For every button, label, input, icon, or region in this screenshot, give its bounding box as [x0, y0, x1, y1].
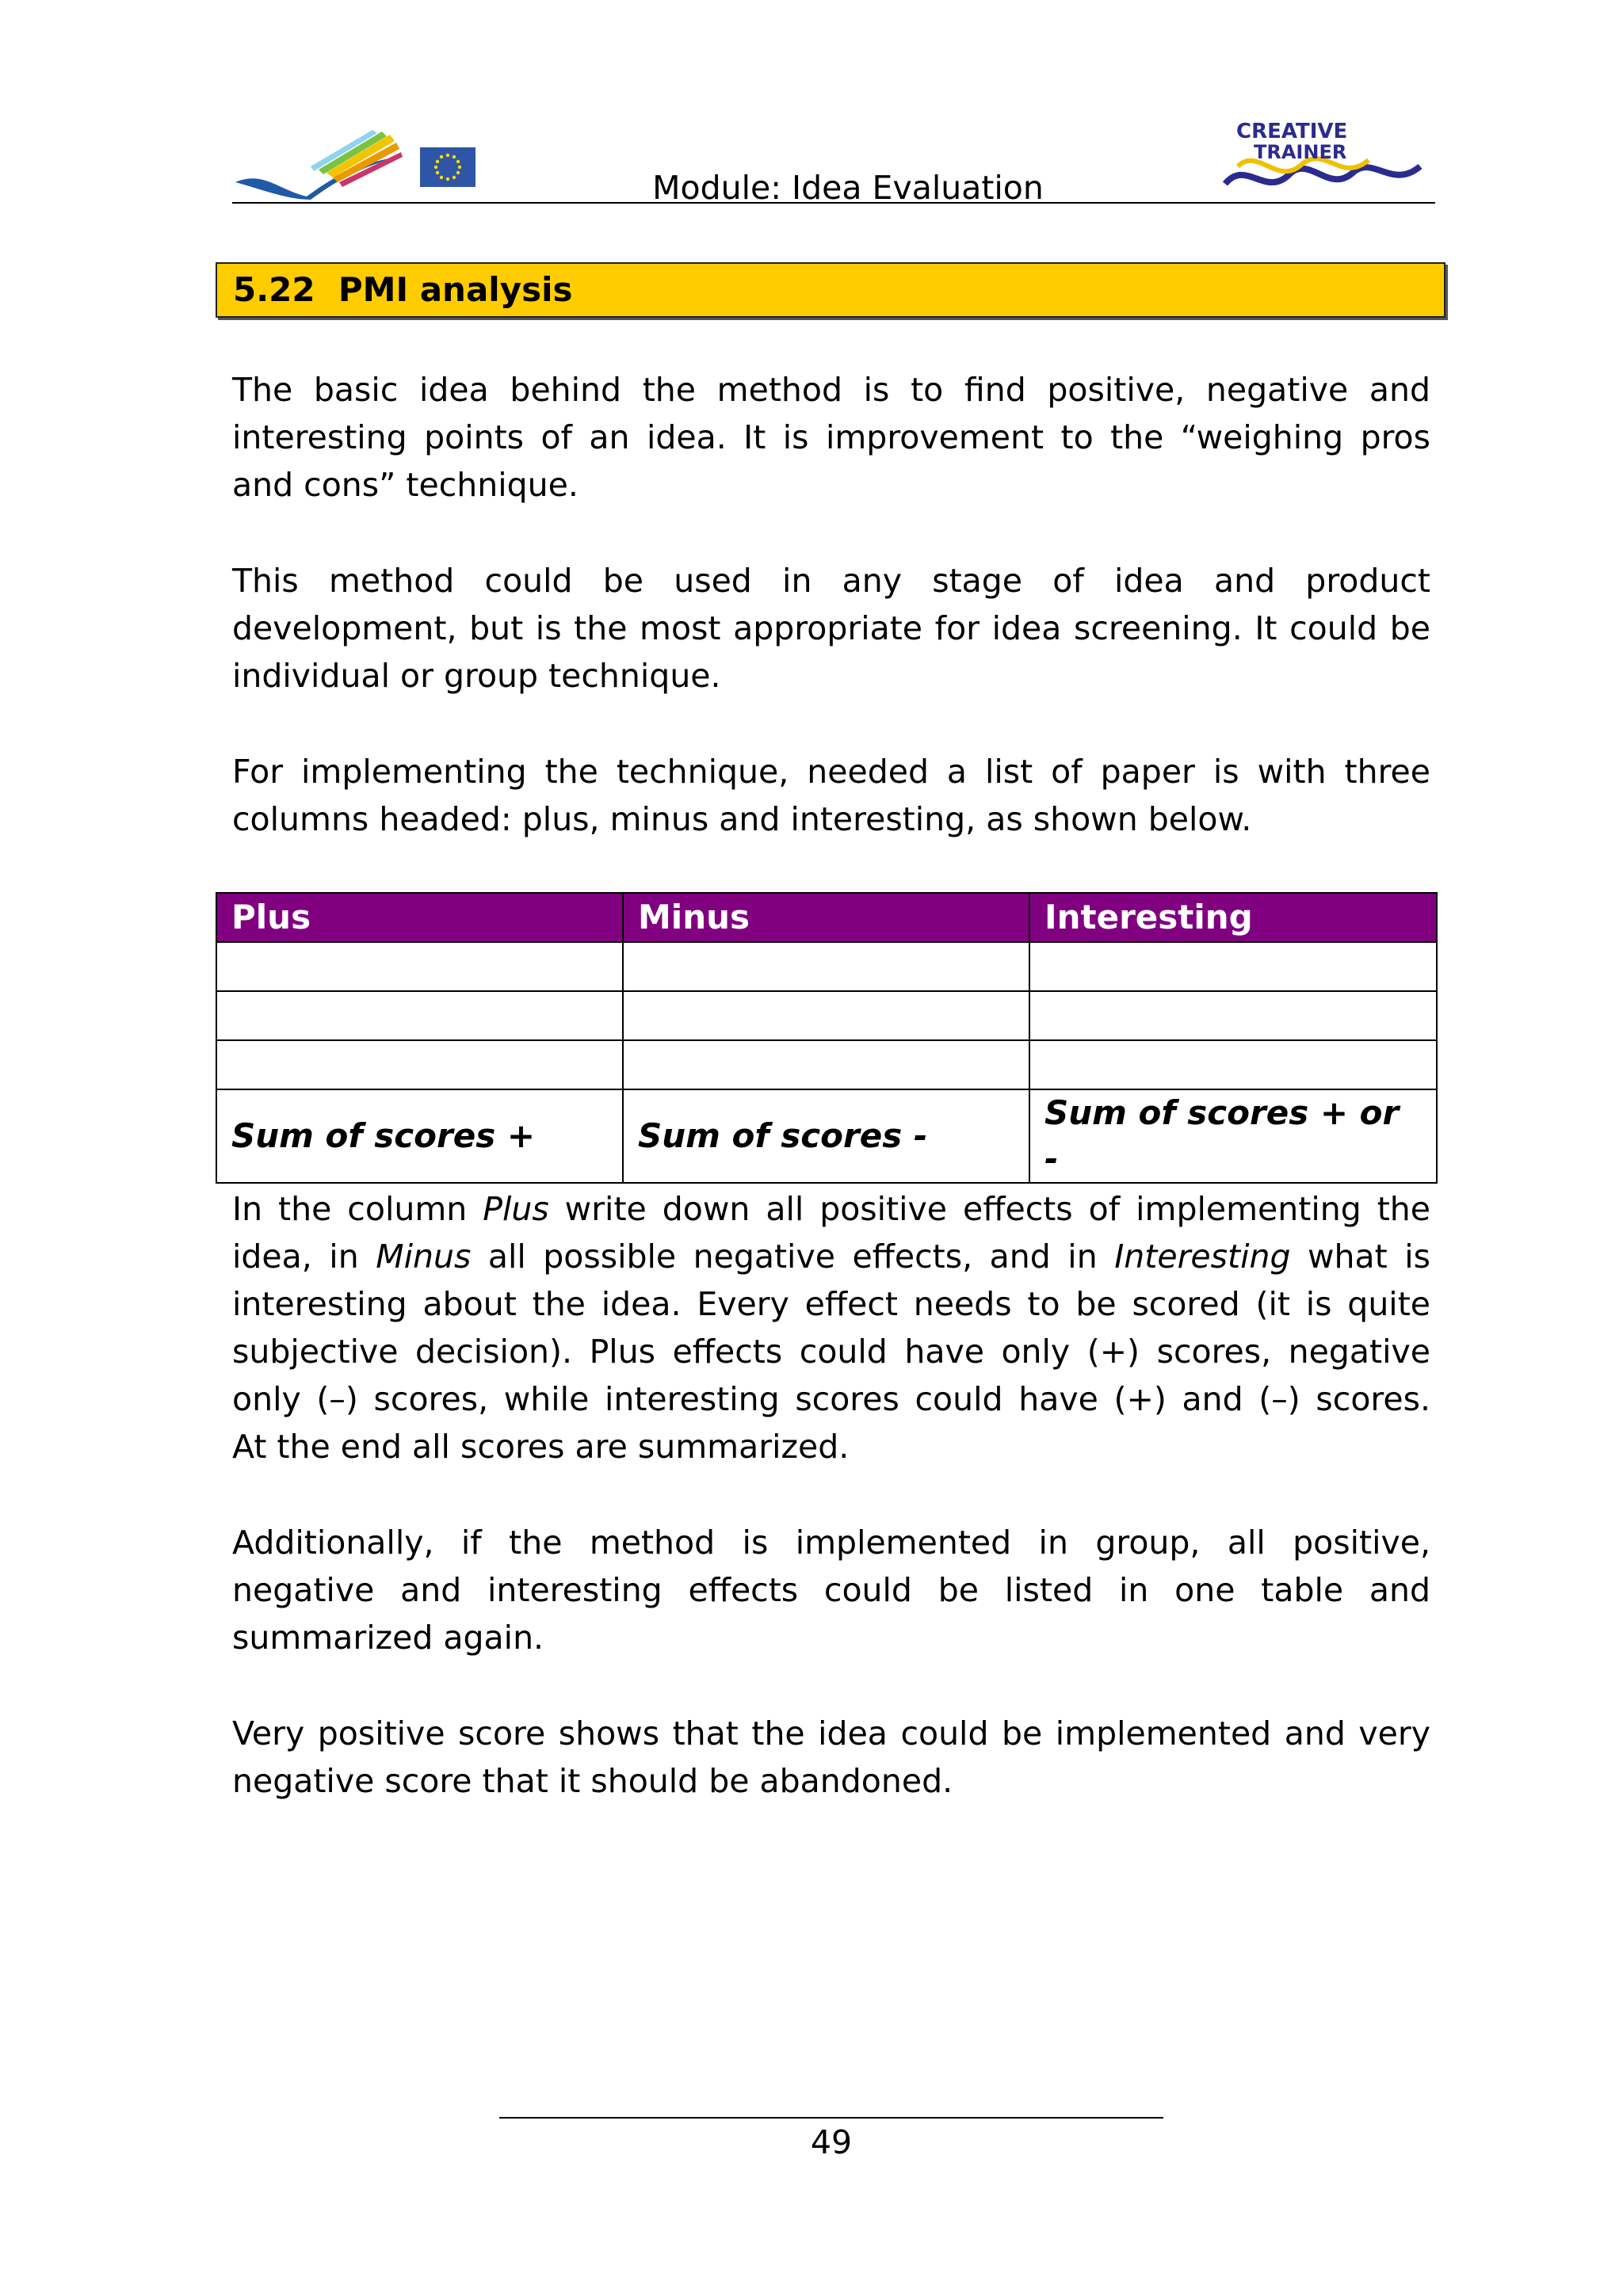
header-divider	[232, 202, 1435, 204]
table-row	[216, 1040, 1437, 1089]
table-row	[216, 942, 1437, 991]
logo-text-creative: CREATIVE	[1236, 120, 1348, 143]
eu-flag-icon	[420, 147, 475, 187]
sum-cell-minus: Sum of scores -	[623, 1089, 1029, 1183]
paragraph-intro: The basic idea behind the method is to find positive, negative and interesting points of an idea. It is improvement to the “weighing pros and cons” technique.	[232, 371, 1430, 504]
table-cell	[216, 942, 623, 991]
paragraph-group: Additionally, if the method is implemented in group, all positive, negative and interesting effects could be listed in one table and summarized again.	[232, 1524, 1430, 1657]
sum-cell-plus: Sum of scores +	[216, 1089, 623, 1183]
table-cell	[623, 942, 1029, 991]
section-heading-text	[233, 264, 572, 316]
table-row	[216, 991, 1437, 1040]
footer-divider	[499, 2117, 1163, 2119]
lifelong-learning-logo	[231, 127, 406, 203]
sum-cell-interesting: Sum of scores + or -	[1029, 1089, 1437, 1183]
term-interesting: Interesting	[1114, 1238, 1291, 1276]
paragraph-usage: This method could be used in any stage of idea and product development, but is the most appropriate for idea screening. It could be individual or group technique.	[232, 562, 1430, 695]
pmi-table	[216, 892, 1438, 1184]
table-cell	[216, 1040, 623, 1089]
paragraph-implementation: For implementing the technique, needed a list of paper is with three columns headed: plus, minus and interesting, as shown below.	[232, 753, 1430, 838]
column-header-plus: Plus	[216, 893, 623, 942]
column-header-interesting: Interesting	[1029, 893, 1437, 942]
table-cell	[216, 991, 623, 1040]
section-number: 5.22	[233, 270, 315, 309]
logo-text-trainer: TRAINER	[1254, 141, 1347, 163]
table-cell	[623, 1040, 1029, 1089]
table-cell	[1029, 942, 1437, 991]
table-header-row	[216, 893, 1437, 942]
creative-trainer-logo	[1222, 111, 1428, 200]
table-cell	[1029, 1040, 1437, 1089]
section-heading	[216, 262, 1445, 318]
paragraph-column-explanation: In the column Plus write down all positive effects of implementing the idea, in Minus all possible negative effects, and in Interesting what is interesting about the idea. Every effect needs to be scored (it is quite subjective decision). Plus effects could have only (+) scores, negative only (–) scores, while interesting scores could have (+) and (–) scores. At the end all scores are summarized.	[232, 1190, 1430, 1466]
module-title: Module: Idea Evaluation	[652, 169, 1044, 207]
table-cell	[623, 991, 1029, 1040]
section-title: PMI analysis	[338, 270, 573, 309]
term-minus: Minus	[376, 1238, 472, 1276]
table-cell	[1029, 991, 1437, 1040]
paragraph-conclusion: Very positive score shows that the idea could be implemented and very negative score that it should be abandoned.	[232, 1714, 1430, 1800]
column-header-minus: Minus	[623, 893, 1029, 942]
table-sum-row	[216, 1089, 1437, 1183]
term-plus: Plus	[483, 1190, 549, 1228]
page-number: 49	[810, 2123, 853, 2161]
